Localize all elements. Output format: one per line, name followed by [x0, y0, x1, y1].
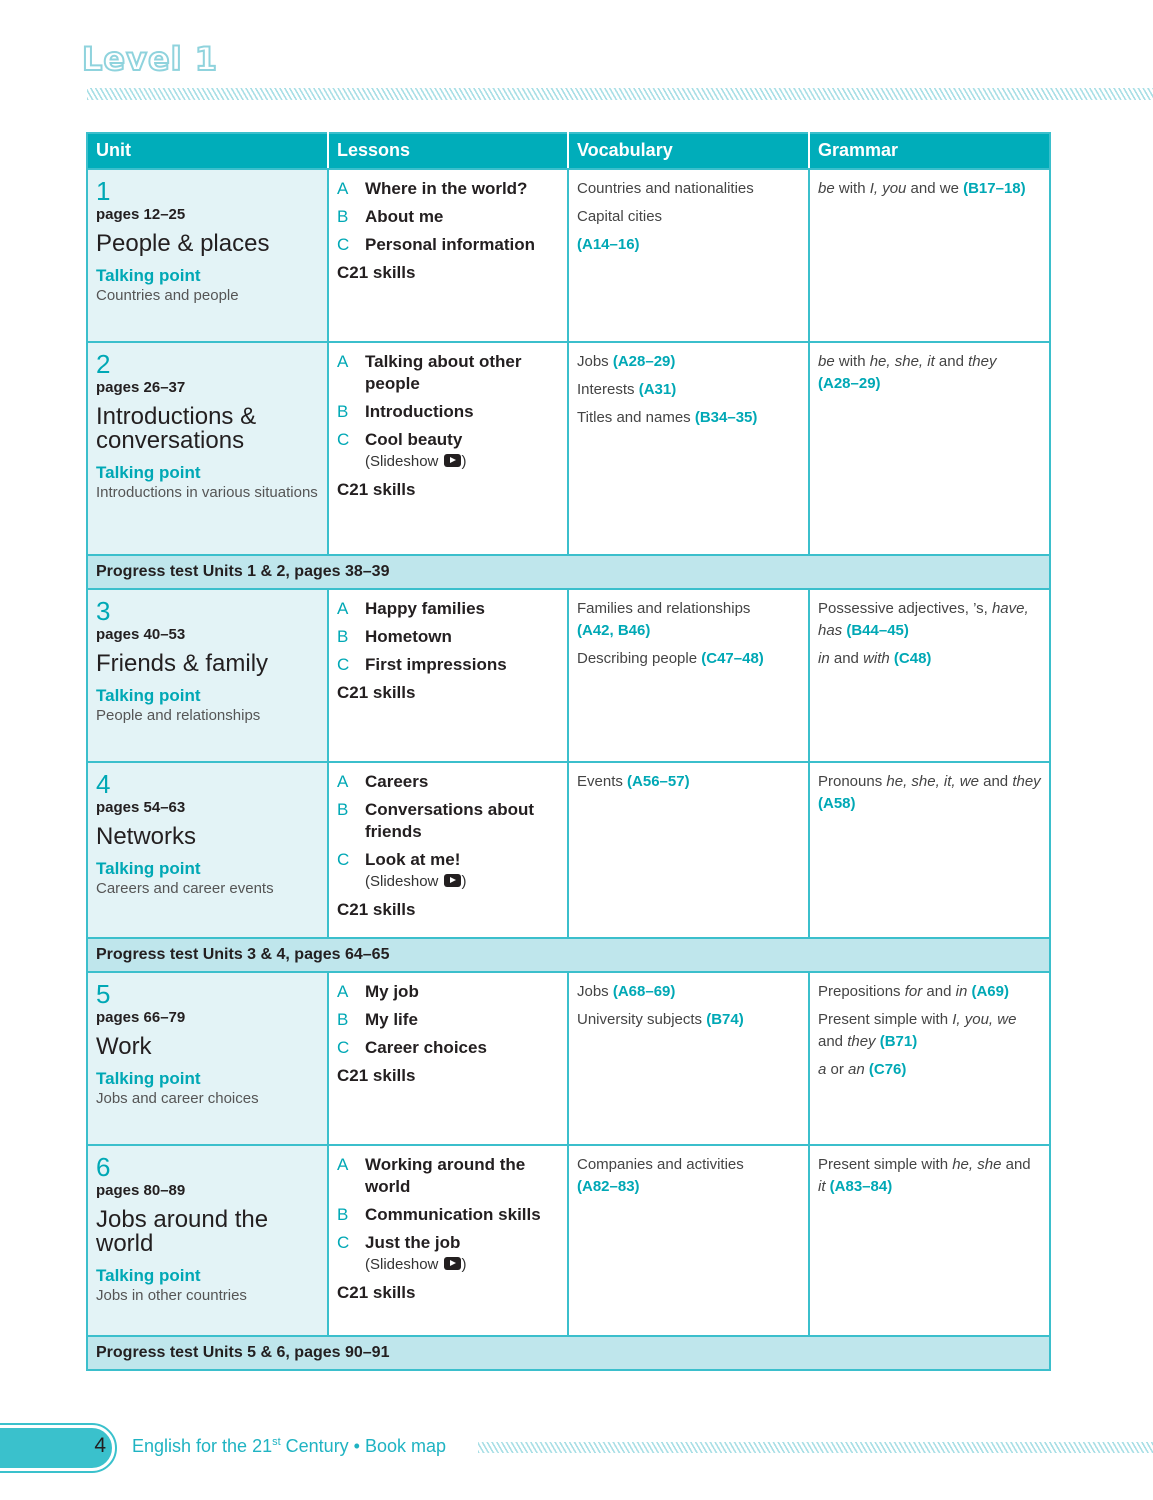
vocabulary-cell — [568, 342, 809, 555]
table-header-row — [87, 133, 1050, 169]
footer-title-rest: Century • Book map — [280, 1436, 447, 1456]
lesson-title: My life — [365, 1010, 418, 1029]
lesson-item — [337, 206, 559, 228]
lesson-item — [337, 626, 559, 648]
lesson-content — [365, 654, 507, 676]
slideshow-close: ) — [461, 873, 467, 890]
grammar-text: Pronouns — [818, 773, 887, 790]
grammar-text: and — [818, 1033, 848, 1050]
lesson-item — [337, 799, 559, 843]
slideshow-note — [365, 451, 467, 473]
c21-skills: C21 skills — [337, 1283, 416, 1302]
lesson-letter: A — [337, 352, 349, 371]
lessons-cell — [328, 169, 568, 342]
talking-point-label: Talking point — [96, 463, 201, 482]
lesson-title: Where in the world? — [365, 179, 528, 198]
book-map-table — [86, 132, 1051, 1371]
lesson-item — [337, 178, 559, 200]
lesson-letter: A — [337, 982, 349, 1001]
lesson-letter: C — [337, 430, 350, 449]
unit-pages: pages 54–63 — [96, 799, 186, 816]
unit-number: 2 — [96, 349, 111, 379]
unit-cell — [87, 972, 328, 1145]
lesson-content — [365, 1232, 467, 1276]
lesson-item — [337, 351, 559, 395]
lesson-letter: B — [337, 402, 349, 421]
vocabulary-item — [577, 407, 800, 429]
vocabulary-item — [577, 379, 800, 401]
lessons-cell — [328, 972, 568, 1145]
lesson-item — [337, 401, 559, 423]
progress-test-row — [87, 938, 1050, 972]
lesson-title: Career choices — [365, 1038, 487, 1057]
video-play-icon — [444, 454, 461, 467]
vocabulary-text: Countries and nationalities — [577, 180, 754, 197]
lesson-title: Talking about other people — [365, 352, 522, 393]
grammar-cell — [809, 342, 1050, 555]
page-reference: (A58) — [818, 795, 856, 812]
lesson-title: Communication skills — [365, 1205, 541, 1224]
lesson-content — [365, 401, 474, 423]
grammar-text: and — [934, 353, 969, 370]
grammar-item — [818, 1154, 1041, 1198]
lesson-title: Happy families — [365, 599, 485, 618]
page-reference: (A68–69) — [612, 983, 676, 1000]
lesson-item — [337, 849, 559, 893]
footer-title-main: English for the 21 — [132, 1436, 273, 1456]
lesson-content — [365, 351, 559, 395]
grammar-item — [818, 1059, 1041, 1081]
grammar-text: an — [848, 1061, 865, 1078]
vocabulary-item — [577, 771, 800, 793]
page-number: 4 — [94, 1434, 106, 1457]
lesson-letter: C — [337, 1038, 350, 1057]
grammar-text: I, you, we — [952, 1011, 1017, 1028]
lesson-letter: C — [337, 235, 350, 254]
page-reference: (A82–83) — [577, 1178, 640, 1195]
lesson-item — [337, 234, 559, 256]
unit-cell — [87, 169, 328, 342]
lesson-content — [365, 1009, 418, 1031]
c21-skills: C21 skills — [337, 480, 416, 499]
grammar-text: they — [847, 1033, 876, 1050]
vocabulary-text: Events — [577, 773, 623, 790]
vocabulary-text: Capital cities — [577, 208, 663, 225]
lesson-letter: A — [337, 772, 349, 791]
vocabulary-cell — [568, 762, 809, 938]
header-grammar: Grammar — [809, 133, 1050, 169]
lesson-item — [337, 654, 559, 676]
grammar-text: he, she, it — [869, 353, 935, 370]
progress-test-row — [87, 555, 1050, 589]
lesson-item — [337, 1204, 559, 1226]
grammar-text: it — [818, 1178, 826, 1195]
table-row-unit-2 — [87, 342, 1050, 555]
vocabulary-text: Describing people — [577, 650, 698, 667]
slideshow-note — [365, 1254, 467, 1276]
lesson-content — [365, 1204, 541, 1226]
vocabulary-text: Companies and activities — [577, 1156, 744, 1173]
grammar-text: a — [818, 1061, 827, 1078]
grammar-text: in — [955, 983, 968, 1000]
slideshow-close: ) — [461, 1256, 467, 1273]
talking-point-label: Talking point — [96, 1266, 201, 1285]
vocabulary-item — [577, 1154, 800, 1198]
grammar-text: and — [978, 773, 1013, 790]
grammar-cell — [809, 762, 1050, 938]
unit-pages: pages 80–89 — [96, 1182, 186, 1199]
grammar-cell — [809, 972, 1050, 1145]
unit-pages: pages 12–25 — [96, 206, 186, 223]
lesson-item — [337, 429, 559, 473]
c21-skills: C21 skills — [337, 1066, 416, 1085]
vocabulary-cell — [568, 589, 809, 762]
progress-test-text: Progress test Units 1 & 2, pages 38–39 — [87, 555, 1050, 589]
lesson-item — [337, 771, 559, 793]
lesson-title: Working around the world — [365, 1155, 526, 1196]
grammar-text: with — [863, 650, 890, 667]
grammar-text: and we — [906, 180, 959, 197]
unit-title: People & places — [96, 230, 270, 257]
talking-point-text: Countries and people — [96, 287, 239, 304]
page-reference: (C48) — [893, 650, 932, 667]
page-reference: (A28–29) — [818, 375, 881, 392]
header-lessons: Lessons — [328, 133, 568, 169]
page-reference: (B44–45) — [846, 622, 909, 639]
grammar-text: or — [826, 1061, 849, 1078]
vocabulary-item — [577, 598, 800, 642]
lesson-content — [365, 771, 428, 793]
level-title: Level 1 — [82, 40, 219, 78]
lesson-letter: A — [337, 179, 349, 198]
lesson-item — [337, 598, 559, 620]
lesson-item — [337, 981, 559, 1003]
grammar-text: he, she — [952, 1156, 1002, 1173]
unit-title: Networks — [96, 823, 197, 850]
lesson-title: Look at me! — [365, 850, 461, 869]
vocabulary-item — [577, 206, 800, 228]
lesson-letter: C — [337, 850, 350, 869]
lesson-item — [337, 1009, 559, 1031]
grammar-text: and — [1001, 1156, 1031, 1173]
lesson-title: Careers — [365, 772, 429, 791]
grammar-text: be — [818, 180, 835, 197]
table-row-unit-3 — [87, 589, 1050, 762]
lesson-content — [365, 1037, 487, 1059]
grammar-text: in — [818, 650, 830, 667]
table-row-unit-6 — [87, 1145, 1050, 1336]
unit-cell — [87, 762, 328, 938]
lesson-title: Cool beauty — [365, 430, 463, 449]
grammar-text: for — [904, 983, 923, 1000]
lesson-title: About me — [365, 207, 444, 226]
vocabulary-text: Jobs — [577, 983, 609, 1000]
page-reference: (B71) — [879, 1033, 918, 1050]
slideshow-label: (Slideshow — [365, 873, 439, 890]
table-row-unit-5 — [87, 972, 1050, 1145]
unit-number: 1 — [96, 176, 111, 206]
lesson-content — [365, 429, 467, 473]
lesson-title: Personal information — [365, 235, 536, 254]
page-reference: (A69) — [971, 983, 1009, 1000]
header-unit: Unit — [87, 133, 328, 169]
page-reference: (A42, B46) — [577, 622, 651, 639]
vocabulary-cell — [568, 169, 809, 342]
page-reference: (B17–18) — [963, 180, 1026, 197]
grammar-text: Present simple with — [818, 1156, 953, 1173]
unit-cell — [87, 589, 328, 762]
grammar-text: I, you — [869, 180, 907, 197]
table-row-unit-4 — [87, 762, 1050, 938]
talking-point-label: Talking point — [96, 266, 201, 285]
slideshow-note — [365, 871, 467, 893]
page-reference: (A14–16) — [577, 236, 640, 253]
unit-cell — [87, 342, 328, 555]
grammar-text: with — [834, 353, 870, 370]
vocabulary-item — [577, 234, 800, 256]
unit-pages: pages 66–79 — [96, 1009, 186, 1026]
grammar-item — [818, 598, 1041, 642]
lesson-letter: B — [337, 800, 349, 819]
lesson-content — [365, 1154, 559, 1198]
lesson-content — [365, 206, 443, 228]
slideshow-close: ) — [461, 453, 467, 470]
lesson-letter: A — [337, 1155, 349, 1174]
grammar-item — [818, 351, 1041, 395]
lesson-item — [337, 1154, 559, 1198]
vocabulary-item — [577, 981, 800, 1003]
c21-skills: C21 skills — [337, 263, 416, 282]
footer-title — [132, 1436, 446, 1457]
slideshow-label: (Slideshow — [365, 453, 439, 470]
unit-number: 6 — [96, 1152, 111, 1182]
talking-point-label: Talking point — [96, 859, 201, 878]
unit-number: 3 — [96, 596, 111, 626]
video-play-icon — [444, 874, 461, 887]
lessons-cell — [328, 762, 568, 938]
grammar-text: Present simple with — [818, 1011, 953, 1028]
header-vocabulary: Vocabulary — [568, 133, 809, 169]
grammar-text: with — [834, 180, 870, 197]
lesson-letter: C — [337, 655, 350, 674]
vocabulary-item — [577, 1009, 800, 1031]
page-reference: (B34–35) — [694, 409, 758, 426]
vocabulary-text: University subjects — [577, 1011, 703, 1028]
unit-number: 4 — [96, 769, 111, 799]
lessons-cell — [328, 1145, 568, 1336]
lesson-letter: A — [337, 599, 349, 618]
lesson-letter: C — [337, 1233, 350, 1252]
lesson-letter: B — [337, 1205, 349, 1224]
grammar-item — [818, 178, 1041, 200]
grammar-text: have, has — [818, 600, 1029, 639]
page-reference: (A28–29) — [612, 353, 676, 370]
lesson-title: Hometown — [365, 627, 452, 646]
grammar-text: he, she, it, we — [886, 773, 979, 790]
c21-skills: C21 skills — [337, 683, 416, 702]
lesson-letter: B — [337, 207, 349, 226]
c21-skills: C21 skills — [337, 900, 416, 919]
lesson-content — [365, 799, 559, 843]
lesson-content — [365, 598, 485, 620]
footer-title-sup: st — [272, 1436, 281, 1448]
unit-cell — [87, 1145, 328, 1336]
grammar-cell — [809, 169, 1050, 342]
lesson-title: Introductions — [365, 402, 474, 421]
talking-point-text: Jobs and career choices — [96, 1090, 259, 1107]
lesson-content — [365, 178, 527, 200]
grammar-item — [818, 981, 1041, 1003]
grammar-text: they — [1012, 773, 1041, 790]
lesson-title: First impressions — [365, 655, 507, 674]
talking-point-label: Talking point — [96, 1069, 201, 1088]
grammar-text: and — [922, 983, 956, 1000]
lesson-content — [365, 234, 535, 256]
grammar-cell — [809, 589, 1050, 762]
lesson-letter: B — [337, 627, 349, 646]
vocabulary-text: Interests — [577, 381, 635, 398]
vocabulary-item — [577, 648, 800, 670]
page-reference: (A31) — [638, 381, 677, 398]
page-reference: (B74) — [706, 1011, 744, 1028]
grammar-text: and — [829, 650, 864, 667]
progress-test-row — [87, 1336, 1050, 1370]
unit-title: Introductions & conversations — [96, 403, 257, 454]
unit-title: Work — [96, 1033, 152, 1060]
hatched-divider-footer — [478, 1442, 1153, 1453]
lessons-cell — [328, 589, 568, 762]
talking-point-text: Jobs in other countries — [96, 1287, 247, 1304]
vocabulary-text: Jobs — [577, 353, 609, 370]
page-reference: (C76) — [868, 1061, 907, 1078]
hatched-divider — [87, 88, 1153, 100]
lesson-title: Just the job — [365, 1233, 461, 1252]
lesson-content — [365, 981, 419, 1003]
unit-pages: pages 40–53 — [96, 626, 186, 643]
lesson-content — [365, 849, 467, 893]
unit-pages: pages 26–37 — [96, 379, 186, 396]
grammar-cell — [809, 1145, 1050, 1336]
page-reference: (C47–48) — [701, 650, 764, 667]
unit-number: 5 — [96, 979, 111, 1009]
lesson-item — [337, 1232, 559, 1276]
lesson-title: My job — [365, 982, 419, 1001]
lesson-letter: B — [337, 1010, 349, 1029]
grammar-text: they — [968, 353, 997, 370]
vocabulary-item — [577, 351, 800, 373]
talking-point-text: Careers and career events — [96, 880, 274, 897]
unit-title: Friends & family — [96, 650, 269, 677]
grammar-text: Prepositions — [818, 983, 905, 1000]
vocabulary-cell — [568, 972, 809, 1145]
table-row-unit-1 — [87, 169, 1050, 342]
vocabulary-text: Families and relationships — [577, 600, 751, 617]
page-reference: (A83–84) — [829, 1178, 893, 1195]
vocabulary-item — [577, 178, 800, 200]
grammar-item — [818, 648, 1041, 670]
progress-test-text: Progress test Units 5 & 6, pages 90–91 — [87, 1336, 1050, 1370]
talking-point-label: Talking point — [96, 686, 201, 705]
talking-point-text: Introductions in various situations — [96, 484, 318, 501]
grammar-item — [818, 1009, 1041, 1053]
grammar-item — [818, 771, 1041, 815]
talking-point-text: People and relationships — [96, 707, 261, 724]
lesson-title: Conversations about friends — [365, 800, 535, 841]
grammar-text: Possessive adjectives, ’s, — [818, 600, 992, 617]
lessons-cell — [328, 342, 568, 555]
slideshow-label: (Slideshow — [365, 1256, 439, 1273]
lesson-content — [365, 626, 452, 648]
unit-title: Jobs around the world — [96, 1206, 269, 1257]
lesson-item — [337, 1037, 559, 1059]
progress-test-text: Progress test Units 3 & 4, pages 64–65 — [87, 938, 1050, 972]
vocabulary-cell — [568, 1145, 809, 1336]
video-play-icon — [444, 1257, 461, 1270]
grammar-text: be — [818, 353, 835, 370]
vocabulary-text: Titles and names — [577, 409, 691, 426]
page-reference: (A56–57) — [627, 773, 690, 790]
